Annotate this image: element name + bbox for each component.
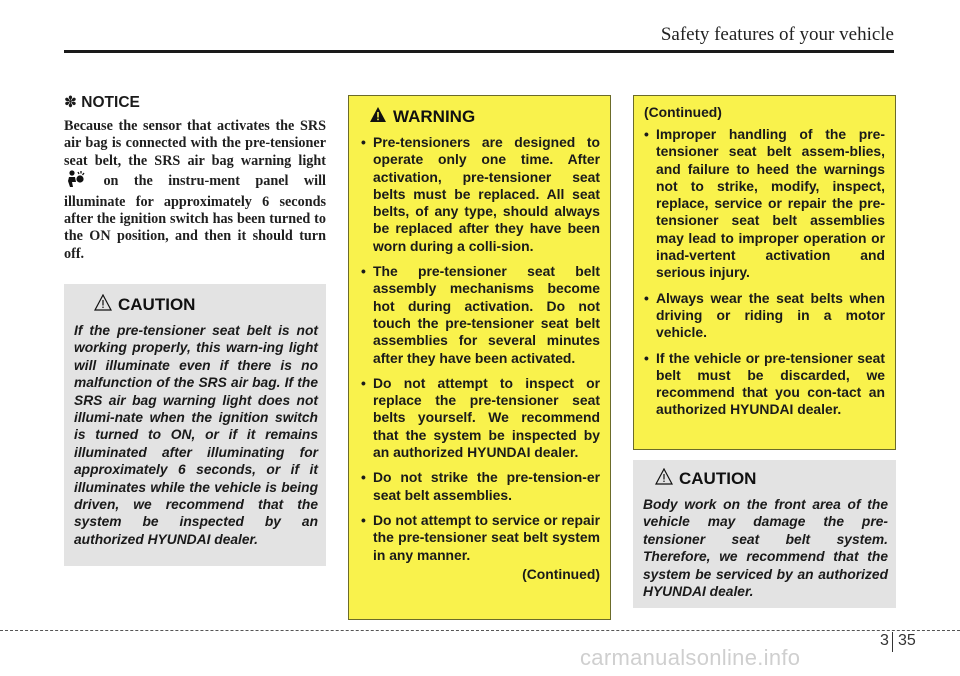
warning-continued-box — [633, 95, 896, 450]
warning-head — [369, 106, 600, 128]
notice-title: ✽ NOTICE — [64, 94, 140, 111]
page-header-title: Safety features of your vehicle — [660, 24, 894, 45]
notice-body-part2: on the instru-ment panel will illuminate for approximately 6 seconds after the ignition switch has been turned to the ON position, and then it should turn off. — [64, 173, 326, 262]
chapter-number: 3 — [880, 632, 889, 649]
caution-triangle-icon — [94, 294, 112, 316]
caution-head-left — [72, 294, 318, 316]
warning-cont-item: • Improper handling of the pre-tensioner seat belt assem-blies, and failure to heed the warnings not to strike, modify, inspect, replace, service or repair the pre-tensioner seat belt assemblies may lead to improper operation or inad-vertent activation and serious injury. — [644, 126, 885, 282]
caution-head-right — [643, 468, 888, 490]
warning-cont-list — [644, 126, 885, 419]
warning-continued: (Continued) — [522, 565, 600, 582]
warning-triangle-icon — [369, 106, 387, 128]
warning-item: • Do not attempt to service or repair the pre-tensioner seat belt system in any manner. — [361, 512, 600, 564]
warning-box — [348, 95, 611, 620]
caution-box-right — [633, 460, 896, 608]
warning-item: • Pre-tensioners are designed to operate only one time. After activation, pre-tensioner seat belts must be replaced. All seat belts, of any type, should always be replaced after they have been worn during a colli-sion. — [361, 134, 600, 255]
page-number-divider — [892, 632, 893, 652]
warning-item: • Do not attempt to inspect or replace the pre-tensioner seat belts yourself. We recommend that the system be inspected by an authorized HYUNDAI dealer. — [361, 375, 600, 461]
watermark: carmanualsonline.info — [580, 645, 801, 670]
caution-title-right: CAUTION — [679, 469, 757, 488]
page-number: 35 — [898, 632, 916, 649]
footer-rule — [0, 630, 960, 631]
caution-triangle-icon — [655, 468, 673, 490]
warning-item: • Do not strike the pre-tension-er seat belt assemblies. — [361, 469, 600, 504]
srs-airbag-warning-icon — [66, 170, 86, 193]
warning-list — [361, 134, 600, 564]
warning-cont-item: • Always wear the seat belts when driving or riding in a motor vehicle. — [644, 290, 885, 342]
caution-text-right: Body work on the front area of the vehicle may damage the pre-tensioner seat belt system. Therefore, we recommend that the system be serviced by an authorized HYUNDAI dealer. — [643, 497, 888, 600]
warning-cont-item: • If the vehicle or pre-tensioner seat belt must be discarded, we recommend that you con-tact an authorized HYUNDAI dealer. — [644, 350, 885, 419]
caution-box-left — [64, 284, 326, 566]
warning-item: • The pre-tensioner seat belt assembly mechanisms become hot during activation. Do not touch the pre-tensioner seat belt assemblies for several minutes after they have been activated. — [361, 263, 600, 367]
caution-title-left: CAUTION — [118, 295, 196, 314]
warning-title: WARNING — [393, 107, 476, 126]
warning-cont-label: (Continued) — [644, 104, 722, 120]
notice-body-part1: Because the sensor that activates the SRS air bag is connected with the pre-tensioner seat belt, the SRS air bag warning light — [64, 118, 326, 169]
header-rule — [64, 50, 894, 53]
notice-body — [64, 118, 326, 263]
caution-text-left: If the pre-tensioner seat belt is not working properly, this warn-ing light will illuminate even if there is no malfunction of the SRS air bag. If the SRS air bag warning light does not illumi-nate when the ignition switch is turned to ON, or if it remains illuminated after illuminating for approximately 6 seconds, or if it illuminates while the vehicle is being driven, we recommend that the system be inspected by an authorized HYUNDAI dealer. — [74, 323, 318, 547]
